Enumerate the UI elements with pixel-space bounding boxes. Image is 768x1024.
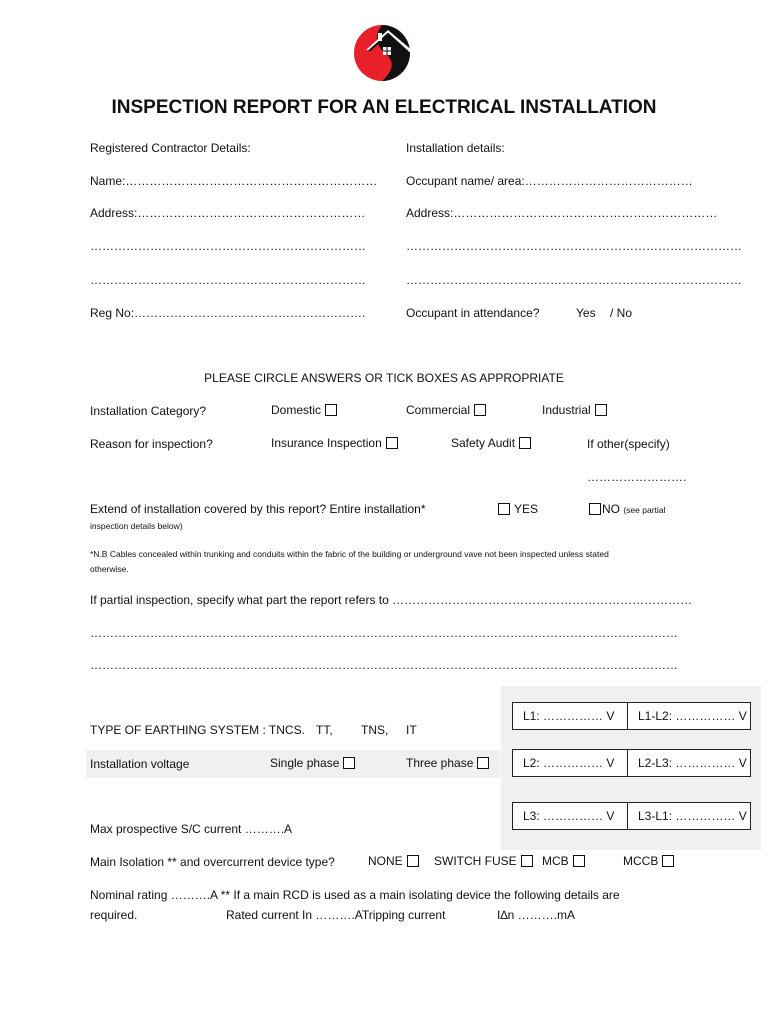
installation-address-line-1[interactable]: …………………………………………………………………………: [406, 239, 742, 253]
isolation-mccb[interactable]: [623, 854, 674, 868]
category-commercial[interactable]: [406, 403, 486, 417]
contractor-address-line-1[interactable]: ……………………………………………………………: [90, 239, 366, 253]
isolation-mcb-label: MCB: [542, 854, 569, 868]
mccb-checkbox[interactable]: [662, 855, 674, 867]
mcb-checkbox[interactable]: [573, 855, 585, 867]
phase-voltage-panel: [501, 686, 761, 850]
single-phase-checkbox[interactable]: [343, 757, 355, 769]
extent-yes-label: YES: [514, 502, 539, 516]
l3-voltage-field[interactable]: L3: …………… V: [512, 802, 636, 830]
partial-line-1[interactable]: …………………………………………………………………………………………………………………………………: [90, 626, 678, 640]
extent-no[interactable]: [589, 502, 665, 516]
extent-no-checkbox[interactable]: [589, 503, 601, 515]
extent-yes-checkbox[interactable]: [498, 503, 510, 515]
reason-safety[interactable]: [451, 436, 531, 450]
reason-other-field[interactable]: …………………….: [587, 470, 687, 484]
earthing-tt-option[interactable]: TT,: [316, 723, 333, 737]
contractor-address-field[interactable]: Address:…………………………………………………: [90, 206, 366, 220]
reason-safety-label: Safety Audit: [451, 436, 516, 450]
category-domestic-label: Domestic: [271, 403, 322, 417]
isolation-mcb[interactable]: [542, 854, 585, 868]
contractor-heading: Registered Contractor Details:: [90, 141, 251, 155]
none-checkbox[interactable]: [407, 855, 419, 867]
installation-address-field[interactable]: Address:…………………………………………………………: [406, 206, 718, 220]
reason-label: Reason for inspection?: [90, 437, 213, 451]
three-phase-checkbox[interactable]: [477, 757, 489, 769]
safety-audit-checkbox[interactable]: [519, 437, 531, 449]
isolation-label: Main Isolation ** and overcurrent device type?: [90, 855, 335, 869]
nominal-rating-field[interactable]: Nominal rating ……….A ** If a main RCD is used as a main isolating device the following details are: [90, 888, 620, 902]
extent-note-continued: inspection details below): [90, 521, 183, 531]
extent-no-note: (see partial: [623, 505, 666, 515]
category-industrial-label: Industrial: [542, 403, 591, 417]
extent-yes[interactable]: [498, 502, 538, 516]
attendance-no-option[interactable]: / No: [610, 306, 633, 320]
isolation-switch-fuse-label: SWITCH FUSE: [434, 854, 517, 868]
domestic-checkbox[interactable]: [325, 404, 337, 416]
rated-current-field[interactable]: Rated current In ……….ATripping current: [226, 908, 446, 922]
page-title: INSPECTION REPORT FOR AN ELECTRICAL INSTALLATION: [111, 97, 657, 118]
l1-voltage-field[interactable]: L1: …………… V: [512, 702, 636, 730]
nb-note-line-2: otherwise.: [90, 564, 129, 574]
voltage-single[interactable]: [270, 756, 355, 770]
voltage-three[interactable]: [406, 756, 489, 770]
earthing-tncs-option[interactable]: TYPE OF EARTHING SYSTEM : TNCS.: [90, 723, 305, 737]
voltage-label: Installation voltage: [90, 757, 190, 771]
sc-current-field[interactable]: Max prospective S/C current ……….A: [90, 822, 293, 836]
voltage-three-label: Three phase: [406, 756, 474, 770]
reason-insurance[interactable]: [271, 436, 398, 450]
house-logo-icon: [352, 20, 416, 82]
attendance-yes-option[interactable]: Yes: [576, 306, 596, 320]
voltage-single-label: Single phase: [270, 756, 340, 770]
insurance-checkbox[interactable]: [386, 437, 398, 449]
category-label: Installation Category?: [90, 404, 207, 418]
industrial-checkbox[interactable]: [595, 404, 607, 416]
reason-other-label: If other(specify): [587, 437, 670, 451]
commercial-checkbox[interactable]: [474, 404, 486, 416]
earthing-tns-option[interactable]: TNS,: [361, 723, 389, 737]
reason-insurance-label: Insurance Inspection: [271, 436, 382, 450]
extent-no-label: NO: [602, 502, 620, 516]
occupant-name-field[interactable]: Occupant name/ area:……………………………………: [406, 174, 693, 188]
partial-line-2[interactable]: …………………………………………………………………………………………………………………………………: [90, 658, 678, 672]
attendance-question: Occupant in attendance?: [406, 306, 540, 320]
isolation-mccb-label: MCCB: [623, 854, 659, 868]
contractor-reg-no-field[interactable]: Reg No:………………………………………………….: [90, 306, 366, 320]
isolation-switch-fuse[interactable]: [434, 854, 533, 868]
l1-l2-voltage-field[interactable]: L1-L2: …………… V: [627, 702, 751, 730]
category-commercial-label: Commercial: [406, 403, 471, 417]
l2-voltage-field[interactable]: L2: …………… V: [512, 749, 636, 777]
partial-inspection-field[interactable]: If partial inspection, specify what part the report refers to …………………………………………………………………: [90, 593, 693, 607]
extent-question: Extend of installation covered by this report? Entire installation*: [90, 502, 426, 516]
switch-fuse-checkbox[interactable]: [521, 855, 533, 867]
contractor-name-field[interactable]: Name:………………………………………………………: [90, 174, 378, 188]
earthing-it-option[interactable]: IT: [406, 723, 417, 737]
isolation-none-label: NONE: [368, 854, 403, 868]
category-industrial[interactable]: [542, 403, 607, 417]
l3-l1-voltage-field[interactable]: L3-L1: …………… V: [627, 802, 751, 830]
idn-field[interactable]: I∆n ……….mA: [497, 908, 576, 922]
rating-required-text: required.: [90, 908, 138, 922]
nb-note-line-1: *N.B Cables concealed within trunking and conduits within the fabric of the building or underground vave not been inspected unless stated: [90, 549, 609, 559]
installation-heading: Installation details:: [406, 141, 505, 155]
isolation-none[interactable]: [368, 854, 419, 868]
instruction-text: PLEASE CIRCLE ANSWERS OR TICK BOXES AS APPROPRIATE: [204, 371, 564, 385]
l2-l3-voltage-field[interactable]: L2-L3: …………… V: [627, 749, 751, 777]
contractor-address-line-2[interactable]: ……………………………………………………………: [90, 273, 366, 287]
category-domestic[interactable]: [271, 403, 337, 417]
installation-address-line-2[interactable]: …………………………………………………………………………: [406, 273, 742, 287]
